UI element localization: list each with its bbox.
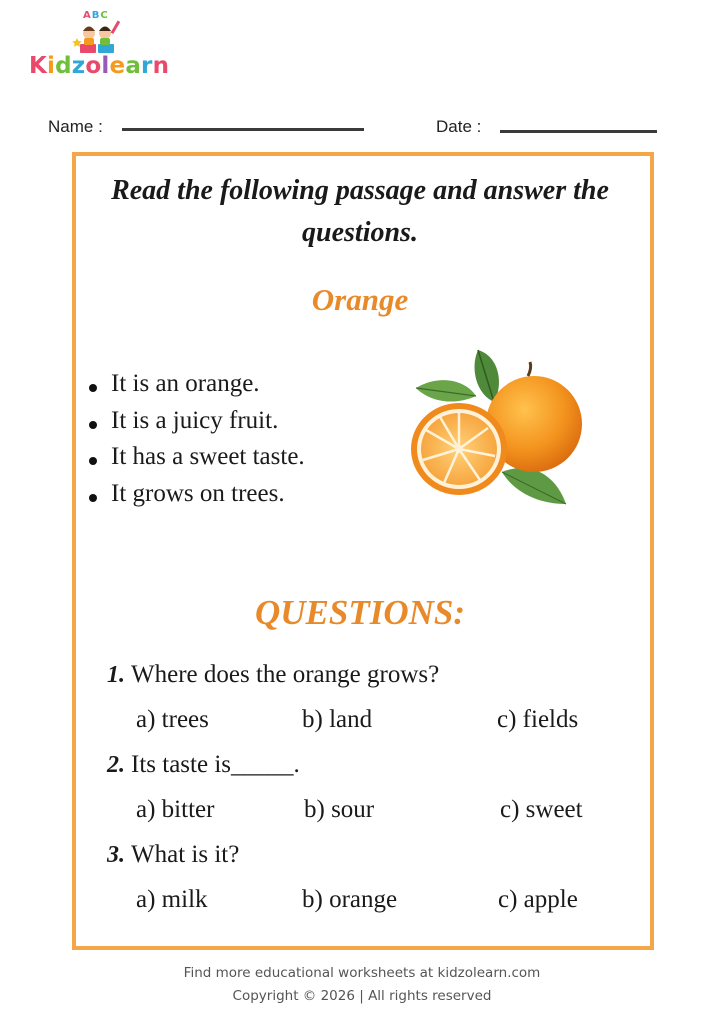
bullet-item (86, 403, 305, 440)
logo-badge-b: B (91, 10, 101, 21)
logo-badge-c: C (100, 10, 109, 21)
bullet-dot (89, 494, 97, 502)
bullet-item (86, 366, 305, 403)
passage-bullets (86, 366, 305, 512)
name-label: Name : (48, 117, 103, 136)
logo-letter: K (29, 53, 48, 79)
question-text: What is it? (131, 841, 240, 868)
instruction-text: Read the following passage and answer the questions. (111, 175, 609, 248)
bullet-dot (89, 421, 97, 429)
logo-letter: i (47, 53, 56, 79)
date-label: Date : (436, 117, 482, 136)
logo-letter: o (85, 53, 102, 79)
bullet-text: It is an orange. (111, 370, 260, 397)
footer-copyright: Copyright © 2026 | All rights reserved (232, 988, 492, 1004)
date-field-line[interactable] (500, 130, 657, 133)
question-2 (107, 750, 300, 780)
answer-option[interactable]: c) apple (498, 886, 578, 913)
question-number: 3. (107, 842, 125, 868)
answer-option[interactable]: b) land (302, 706, 373, 733)
footer-link-text: Find more educational worksheets at kidzolearn.com (183, 965, 541, 981)
logo-badge (83, 10, 109, 21)
answer-option[interactable]: c) fields (497, 706, 579, 733)
question-number: 1. (107, 662, 125, 688)
bullet-dot (89, 384, 97, 392)
passage-title: Orange (311, 282, 409, 317)
question-3 (107, 840, 239, 870)
orange-fruit-icon (404, 344, 590, 512)
answer-option[interactable]: b) sour (304, 796, 375, 823)
logo-letter: l (101, 53, 110, 79)
logo-badge-a: A (83, 10, 92, 21)
bullet-text: It has a sweet taste. (111, 443, 305, 470)
questions-heading: QUESTIONS: (254, 593, 466, 632)
logo-letter: r (141, 53, 153, 79)
question-1 (107, 660, 439, 690)
answer-option[interactable]: a) trees (136, 706, 209, 733)
answer-option[interactable]: a) bitter (136, 796, 215, 823)
bullet-text: It is a juicy fruit. (111, 406, 279, 434)
bullet-item (86, 476, 305, 513)
answer-option[interactable]: c) sweet (500, 796, 583, 823)
brand-logo (29, 52, 169, 80)
worksheet-frame (72, 152, 654, 950)
question-text: Its taste is_____. (131, 751, 300, 778)
answer-option[interactable]: b) orange (302, 886, 398, 913)
bullet-dot (89, 457, 97, 465)
logo-letter: a (125, 53, 142, 79)
question-number: 2. (107, 752, 125, 778)
bullet-item (86, 439, 305, 476)
logo-letter: e (109, 53, 126, 79)
question-text: Where does the orange grows? (131, 661, 440, 688)
bullet-text: It grows on trees. (111, 479, 285, 507)
logo-letter: n (152, 53, 170, 79)
name-field-line[interactable] (122, 128, 364, 131)
logo-letter: z (71, 53, 86, 79)
answer-option[interactable]: a) milk (136, 886, 208, 913)
logo-letter: d (55, 53, 72, 79)
